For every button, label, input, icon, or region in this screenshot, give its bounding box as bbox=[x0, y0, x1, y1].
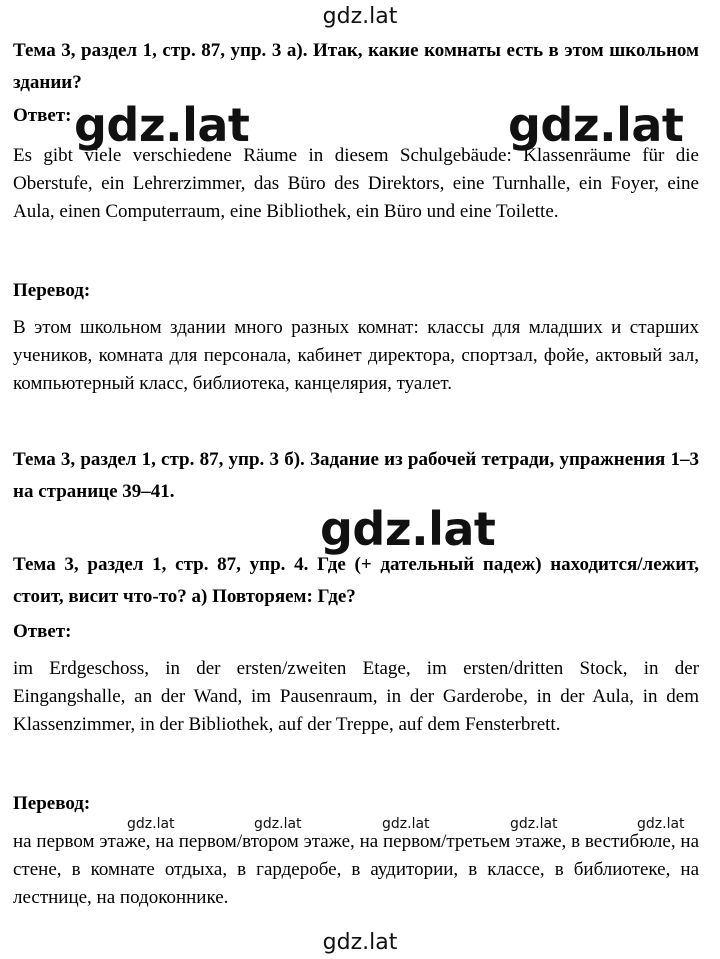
watermark-small: gdz.lat bbox=[382, 816, 430, 832]
section-3-translation-text: на первом этаже, на первом/втором этаже, на первом/третьем этаже, в вестибюле, на стене, в комнате отдыха, в гардеробе, в аудитории, в классе, в библиотеке, на лестнице, на подоконнике. bbox=[13, 831, 699, 908]
section-3-answer-label: Ответ: bbox=[13, 621, 72, 642]
section-1-answer-text: Es gibt viele verschiedene Räume in diesem Schulgebäude: Klassenräume für die Oberstufe, ein Lehrerzimmer, das Büro des Direktors, eine Turnhalle, ein Foyer, eine Aula, einen Computerraum, eine Bibliothek, ein Büro und eine Toilette. bbox=[13, 145, 699, 222]
section-3-translation-label: Перевод: bbox=[13, 793, 91, 814]
watermark-small: gdz.lat bbox=[127, 816, 175, 832]
section-3-heading: Тема 3, раздел 1, стр. 87, упр. 4. Где (+ дательный падеж) находится/лежит, стоит, висит что-то? а) Повторяем: Где? bbox=[13, 554, 699, 607]
watermark-big-left: gdz.lat bbox=[74, 98, 250, 152]
section-3-answer-text: im Erdgeschoss, in der ersten/zweiten Etage, im ersten/dritten Stock, in der Eingangshalle, an der Wand, im Pausenraum, in der Garderobe, in der Aula, in dem Klassenzimmer, in der Bibliothek, auf der Treppe, auf dem Fensterbrett. bbox=[13, 658, 699, 735]
watermark-small: gdz.lat bbox=[510, 816, 558, 832]
watermark-big-center: gdz.lat bbox=[320, 502, 496, 556]
section-2-heading: Тема 3, раздел 1, стр. 87, упр. 3 б). Задание из рабочей тетради, упражнения 1–3 на странице 39–41. bbox=[13, 449, 699, 502]
section-1-answer-label: Ответ: bbox=[13, 105, 72, 126]
watermark-bottom: gdz.lat bbox=[322, 930, 398, 955]
watermark-small: gdz.lat bbox=[637, 816, 685, 832]
watermark-top: gdz.lat bbox=[322, 4, 398, 29]
section-1-heading: Тема 3, раздел 1, стр. 87, упр. 3 а). Итак, какие комнаты есть в этом школьном здании? bbox=[13, 40, 699, 93]
watermark-big-right: gdz.lat bbox=[508, 98, 684, 152]
section-1-translation-label: Перевод: bbox=[13, 280, 91, 301]
section-1-translation-text: В этом школьном здании много разных комнат: классы для младших и старших учеников, комната для персонала, кабинет директора, спортзал, фойе, актовый зал, компьютерный класс, библиотека, канцелярия, туалет. bbox=[13, 317, 699, 394]
watermark-small: gdz.lat bbox=[254, 816, 302, 832]
